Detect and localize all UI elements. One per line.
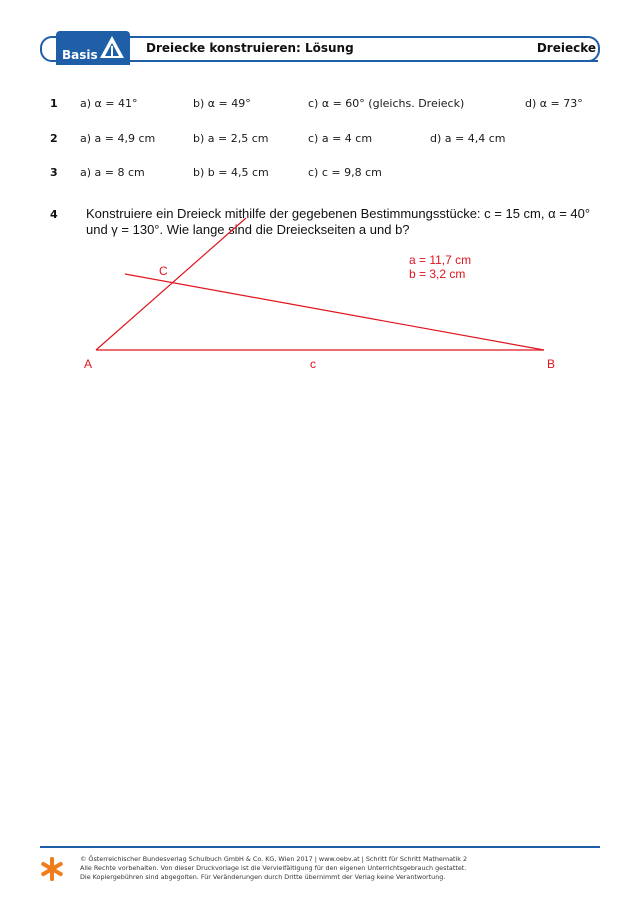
angle-beta-ray (125, 274, 544, 350)
answer-text: a) a = 8 cm (80, 166, 145, 179)
footer-line: © Österreichischer Bundesverlag Schulbuch GmbH & Co. KG, Wien 2017 | www.oebv.at | Schritt für Schritt Mathematik 2 (80, 855, 468, 863)
answer-text: c) a = 4 cm (308, 132, 373, 145)
publisher-star-icon (40, 856, 64, 882)
basis-label: Basis (62, 48, 98, 62)
result-side-b: b = 3,2 cm (409, 267, 466, 281)
answer-text: b) b = 4,5 cm (193, 166, 269, 179)
task4-statement: Konstruiere ein Dreieck mithilfe der gegebenen Bestimmungsstücke: c = 15 cm, α = 40° und γ = 130°. Wie lange sind die Dreieckseiten a und b? (86, 206, 591, 237)
page-topic: Dreiecke (536, 41, 596, 55)
triangle-construction (0, 0, 640, 400)
answer-text: c) α = 60° (gleichs. Dreieck) (308, 97, 465, 110)
vertex-b-label: B (547, 357, 556, 371)
footer-line: Alle Rechte vorbehalten. Von dieser Druckvorlage ist die Vervielfältigung für den eigenen Unterrichtsgebrauch gestattet. (80, 864, 467, 872)
side-c-label: c (310, 357, 316, 371)
angle-alpha-ray (96, 218, 246, 350)
answer-text: c) c = 9,8 cm (308, 166, 382, 179)
answer-text: d) a = 4,4 cm (430, 132, 506, 145)
task-number: 4 (50, 208, 58, 221)
answer-text: a) α = 41° (80, 97, 138, 110)
footer-rule (40, 846, 600, 848)
task-number: 2 (50, 132, 58, 145)
task-number: 1 (50, 97, 58, 110)
task-number: 3 (50, 166, 58, 179)
vertex-c-label: C (159, 264, 168, 278)
answer-text: b) a = 2,5 cm (193, 132, 269, 145)
answer-text: b) α = 49° (193, 97, 251, 110)
footer-copyright (80, 855, 580, 882)
footer-line: Die Kopiergebühren sind abgegolten. Für Veränderungen durch Dritte übernimmt der Verlag keine Verantwortung. (80, 873, 446, 881)
vertex-a-label: A (84, 357, 93, 371)
answer-text: a) a = 4,9 cm (80, 132, 156, 145)
page-title: Dreiecke konstruieren: Lösung (146, 41, 354, 55)
result-side-a: a = 11,7 cm (409, 253, 472, 267)
answer-text: d) α = 73° (525, 97, 583, 110)
